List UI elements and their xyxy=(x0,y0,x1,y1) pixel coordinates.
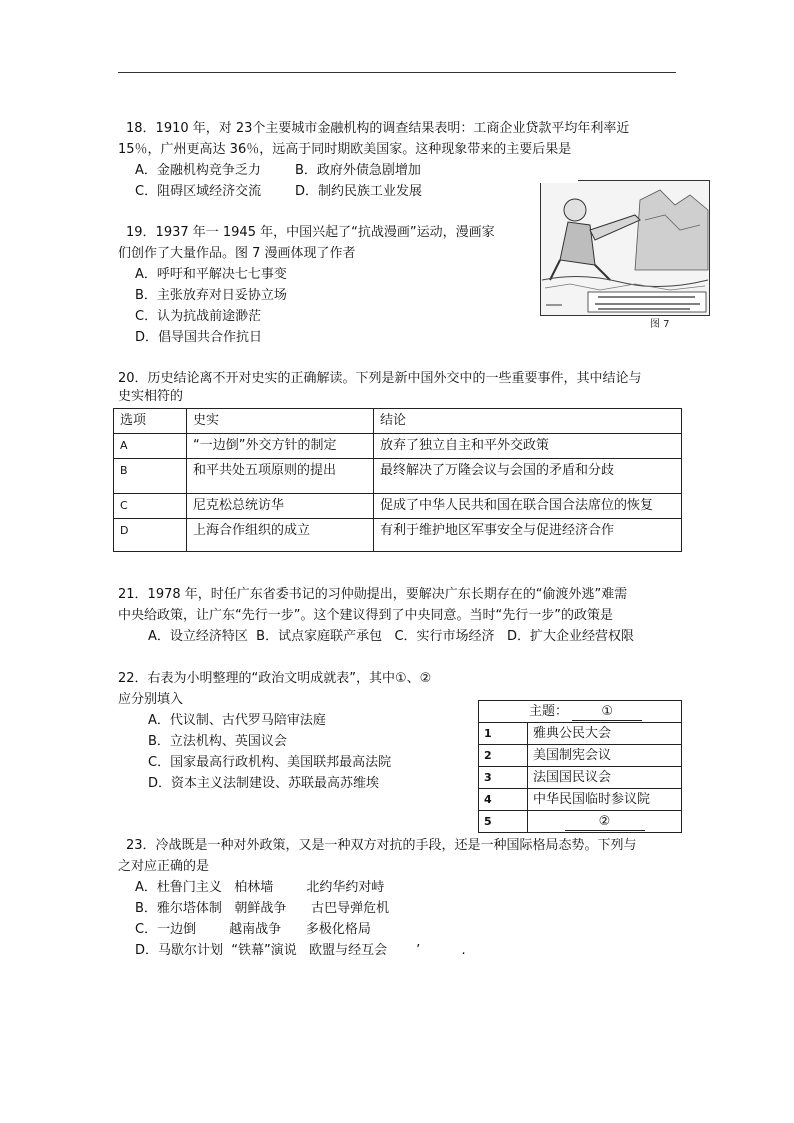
table-cell-number: 3 xyxy=(479,767,528,789)
q23-option-b: B．雅尔塔体制 朝鲜战争 古巴导弹危机 xyxy=(135,901,390,916)
q18-option-b: B．政府外债急剧增加 xyxy=(295,163,421,178)
war-cartoon-image xyxy=(540,180,710,330)
q21-stem-line1: 21．1978 年，时任广东省委书记的习仲勋提出，要解决广东长期存在的“偷渡外逃”难需 xyxy=(118,587,628,602)
table-row xyxy=(114,494,682,519)
table-title-row xyxy=(479,701,682,723)
table-cell-conclusion: 促成了中华人民共和国在联合国合法席位的恢复 xyxy=(374,494,682,519)
table-cell-option: A xyxy=(114,434,187,459)
table-cell-item xyxy=(528,811,682,833)
table-cell-item: 中华民国临时参议院 xyxy=(528,789,682,811)
q22-option-a: A．代议制、古代罗马陪审法庭 xyxy=(148,713,326,728)
q20-stem-line2: 史实相符的 xyxy=(118,389,184,404)
table-cell-number: 2 xyxy=(479,745,528,767)
table-cell-option: B xyxy=(114,459,187,494)
table-cell-fact: “一边倒”外交方针的制定 xyxy=(187,434,374,459)
q22-option-d: D．资本主义法制建设、苏联最高苏维埃 xyxy=(148,776,380,791)
table-cell-number: 5 xyxy=(479,811,528,833)
table-cell-conclusion: 放弃了独立自主和平外交政策 xyxy=(374,434,682,459)
q19-stem-line2: 们创作了大量作品。图 7 漫画体现了作者 xyxy=(118,246,356,261)
q22-stem-line1: 22．右表为小明整理的“政治文明成就表”，其中①、② xyxy=(118,671,432,686)
table-header-cell: 结论 xyxy=(374,409,682,434)
table-cell-item: 美国制宪会议 xyxy=(528,745,682,767)
figure-7-caption: 图 7 xyxy=(650,319,670,330)
q19-option-b: B．主张放弃对日妥协立场 xyxy=(135,288,287,303)
table-title-cell xyxy=(479,701,682,723)
q19-stem-line1: 19．1937 年一 1945 年，中国兴起了“抗战漫画”运动，漫画家 xyxy=(126,225,495,240)
table-header-row xyxy=(114,409,682,434)
table-cell-item: 雅典公民大会 xyxy=(528,723,682,745)
q18-option-d: D．制约民族工业发展 xyxy=(295,184,423,199)
table-header-cell: 选项 xyxy=(114,409,187,434)
table-cell-option: C xyxy=(114,494,187,519)
q21-options: A．设立经济特区 B．试点家庭联产承包 C．实行市场经济 D．扩大企业经营权限 xyxy=(148,629,634,644)
table-cell-fact: 上海合作组织的成立 xyxy=(187,519,374,552)
table-cell-number: 4 xyxy=(479,789,528,811)
q19-option-a: A．呼吁和平解决七七事变 xyxy=(135,267,287,282)
q22-option-c: C．国家最高行政机构、美国联邦最高法院 xyxy=(148,755,392,770)
q22-stem-line2: 应分别填入 xyxy=(118,692,184,707)
table-blank-2: ② xyxy=(565,814,645,831)
table-row xyxy=(479,767,682,789)
q20-stem-line1: 20．历史结论离不开对史实的正确解读。下列是新中国外交中的一些重要事件，其中结论与 xyxy=(118,371,642,386)
q22-achievement-table xyxy=(478,700,682,833)
table-cell-fact: 和平共处五项原则的提出 xyxy=(187,459,374,494)
table-row xyxy=(114,434,682,459)
table-cell-conclusion: 有利于维护地区军事安全与促进经济合作 xyxy=(374,519,682,552)
table-cell-fact: 尼克松总统访华 xyxy=(187,494,374,519)
q23-option-c: C．一边倒 越南战争 多极化格局 xyxy=(135,922,371,937)
table-row xyxy=(479,745,682,767)
q23-stem-line1: 23．冷战既是一种对外政策，又是一种双方对抗的手段，还是一种国际格局态势。下列与 xyxy=(126,838,637,853)
q21-stem-line2: 中央给政策，让广东“先行一步”。这个建议得到了中央同意。当时“先行一步”的政策是 xyxy=(118,608,613,623)
table-title-blank: ① xyxy=(572,704,642,721)
q18-option-c: C．阻碍区域经济交流 xyxy=(135,184,262,199)
header-rule xyxy=(118,72,676,73)
q23-stem-line2: 之对应正确的是 xyxy=(118,859,210,874)
table-cell-number: 1 xyxy=(479,723,528,745)
table-row xyxy=(479,723,682,745)
q18-stem-line2: 15％，广州更高达 36％，远高于同时期欧美国家。这种现象带来的主要后果是 xyxy=(118,142,572,157)
table-row xyxy=(114,519,682,552)
q22-option-b: B．立法机构、英国议会 xyxy=(148,734,287,749)
q23-option-a: A．杜鲁门主义 柏林墙 北约华约对峙 xyxy=(135,880,385,895)
table-title-label: 主题： xyxy=(529,704,569,719)
q18-option-a: A．金融机构竞争乏力 xyxy=(135,163,261,178)
table-header-cell: 史实 xyxy=(187,409,374,434)
q20-table xyxy=(113,408,682,552)
q23-option-d: D．马歇尔计划 “铁幕”演说 欧盟与经互会 ’ . xyxy=(135,943,466,958)
table-cell-option: D xyxy=(114,519,187,552)
table-cell-conclusion: 最终解决了万隆会议与会国的矛盾和分歧 xyxy=(374,459,682,494)
q19-option-d: D．倡导国共合作抗日 xyxy=(135,330,263,345)
table-row xyxy=(479,811,682,833)
q18-stem-line1: 18．1910 年，对 23个主要城市金融机构的调查结果表明：工商企业贷款平均年利率近 xyxy=(126,121,630,136)
table-row xyxy=(114,459,682,494)
q19-option-c: C．认为抗战前途渺茫 xyxy=(135,309,262,324)
table-row xyxy=(479,789,682,811)
table-cell-item: 法国国民议会 xyxy=(528,767,682,789)
